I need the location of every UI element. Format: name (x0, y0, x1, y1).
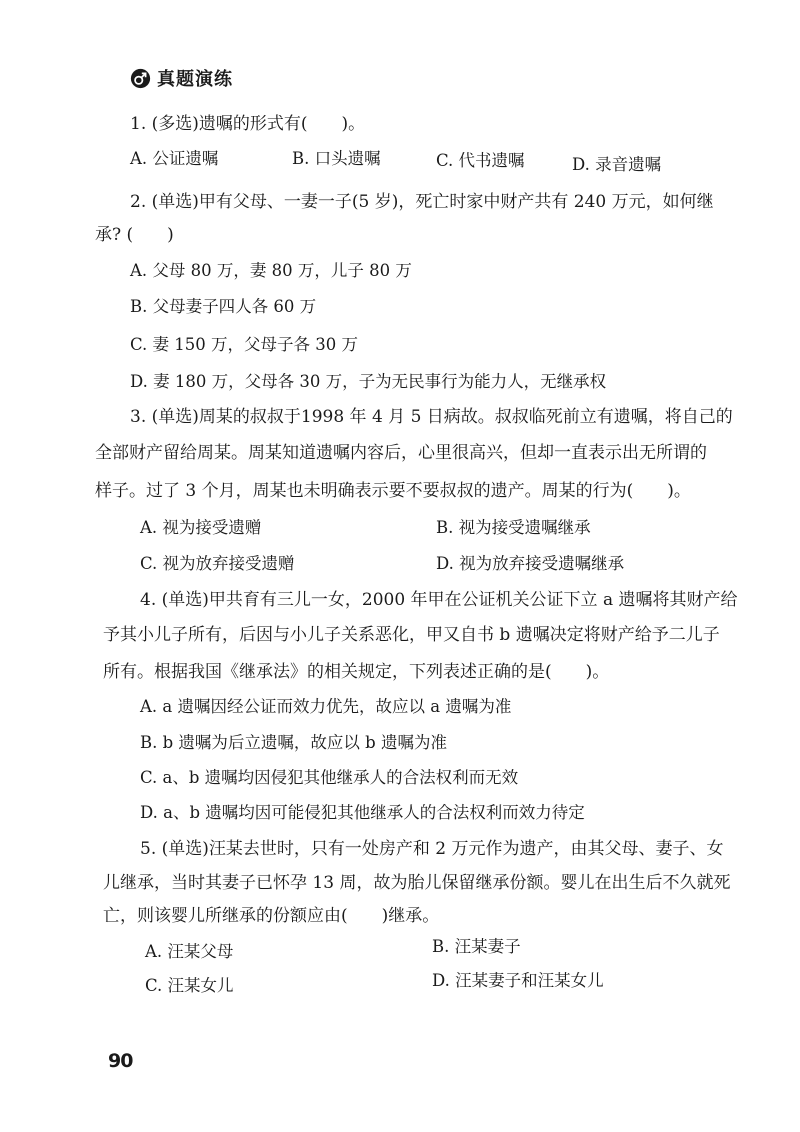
question-2-option-c: C. 妻 150 万，父母子各 30 万 (130, 335, 358, 354)
question-5-option-c: C. 汪某女儿 (145, 976, 234, 995)
question-1-option-c: C. 代书遗嘱 (436, 151, 525, 170)
question-5-stem-line-2: 儿继承，当时其妻子已怀孕 13 周，故为胎儿保留继承份额。婴儿在出生后不久就死 (103, 873, 731, 893)
question-5-option-a: A. 汪某父母 (145, 942, 234, 961)
question-2-stem-line-1: 2. (单选)甲有父母、一妻一子(5 岁)，死亡时家中财产共有 240 万元，如何继 (130, 192, 714, 212)
section-title: 真题演练 (157, 69, 233, 90)
question-1-option-b: B. 口头遗嘱 (292, 149, 381, 168)
question-4-option-c: C. a、b 遗嘱均因侵犯其他继承人的合法权利而无效 (140, 768, 519, 787)
question-4-stem-line-1: 4. (单选)甲共育有三儿一女，2000 年甲在公证机关公证下立 a 遗嘱将其财产给 (140, 590, 738, 610)
page-number: 90 (108, 1050, 133, 1072)
question-3-option-d: D. 视为放弃接受遗嘱继承 (436, 554, 625, 573)
question-3-option-c: C. 视为放弃接受遗赠 (140, 554, 295, 573)
question-4-option-d: D. a、b 遗嘱均因可能侵犯其他继承人的合法权利而效力待定 (140, 803, 585, 822)
question-5-stem-line-3: 亡，则该婴儿所继承的份额应由( )继承。 (103, 906, 440, 926)
question-2-option-b: B. 父母妻子四人各 60 万 (130, 297, 317, 316)
question-1-stem: 1. (多选)遗嘱的形式有( )。 (130, 114, 366, 134)
mars-symbol-icon (130, 68, 151, 89)
question-3-stem-line-3: 样子。过了 3 个月，周某也未明确表示要不要叔叔的遗产。周某的行为( )。 (95, 481, 691, 501)
question-2-option-a: A. 父母 80 万，妻 80 万，儿子 80 万 (130, 261, 412, 280)
question-1-option-d: D. 录音遗嘱 (572, 155, 662, 174)
question-3-stem-line-1: 3. (单选)周某的叔叔于1998 年 4 月 5 日病故。叔叔临死前立有遗嘱，将自己的 (130, 407, 733, 427)
question-2-option-d: D. 妻 180 万，父母各 30 万，子为无民事行为能力人，无继承权 (130, 372, 607, 391)
question-2-stem-line-2: 承? ( ) (95, 225, 174, 245)
question-4-stem-line-3: 所有。根据我国《继承法》的相关规定，下列表述正确的是( )。 (103, 662, 610, 682)
question-4-option-b: B. b 遗嘱为后立遗嘱，故应以 b 遗嘱为准 (140, 733, 447, 752)
section-header (130, 64, 233, 92)
question-3-option-b: B. 视为接受遗嘱继承 (436, 518, 591, 537)
question-5-stem-line-1: 5. (单选)汪某去世时，只有一处房产和 2 万元作为遗产，由其父母、妻子、女 (140, 839, 724, 859)
question-5-option-b: B. 汪某妻子 (432, 937, 521, 956)
question-4-option-a: A. a 遗嘱因经公证而效力优先，故应以 a 遗嘱为准 (140, 697, 512, 716)
question-4-stem-line-2: 予其小儿子所有，后因与小儿子关系恶化，甲又自书 b 遗嘱决定将财产给予二儿子 (103, 625, 720, 645)
question-3-stem-line-2: 全部财产留给周某。周某知道遗嘱内容后，心里很高兴，但却一直表示出无所谓的 (95, 443, 707, 463)
question-5-option-d: D. 汪某妻子和汪某女儿 (432, 971, 604, 990)
question-3-option-a: A. 视为接受遗赠 (140, 518, 262, 537)
question-1-option-a: A. 公证遗嘱 (130, 149, 219, 168)
